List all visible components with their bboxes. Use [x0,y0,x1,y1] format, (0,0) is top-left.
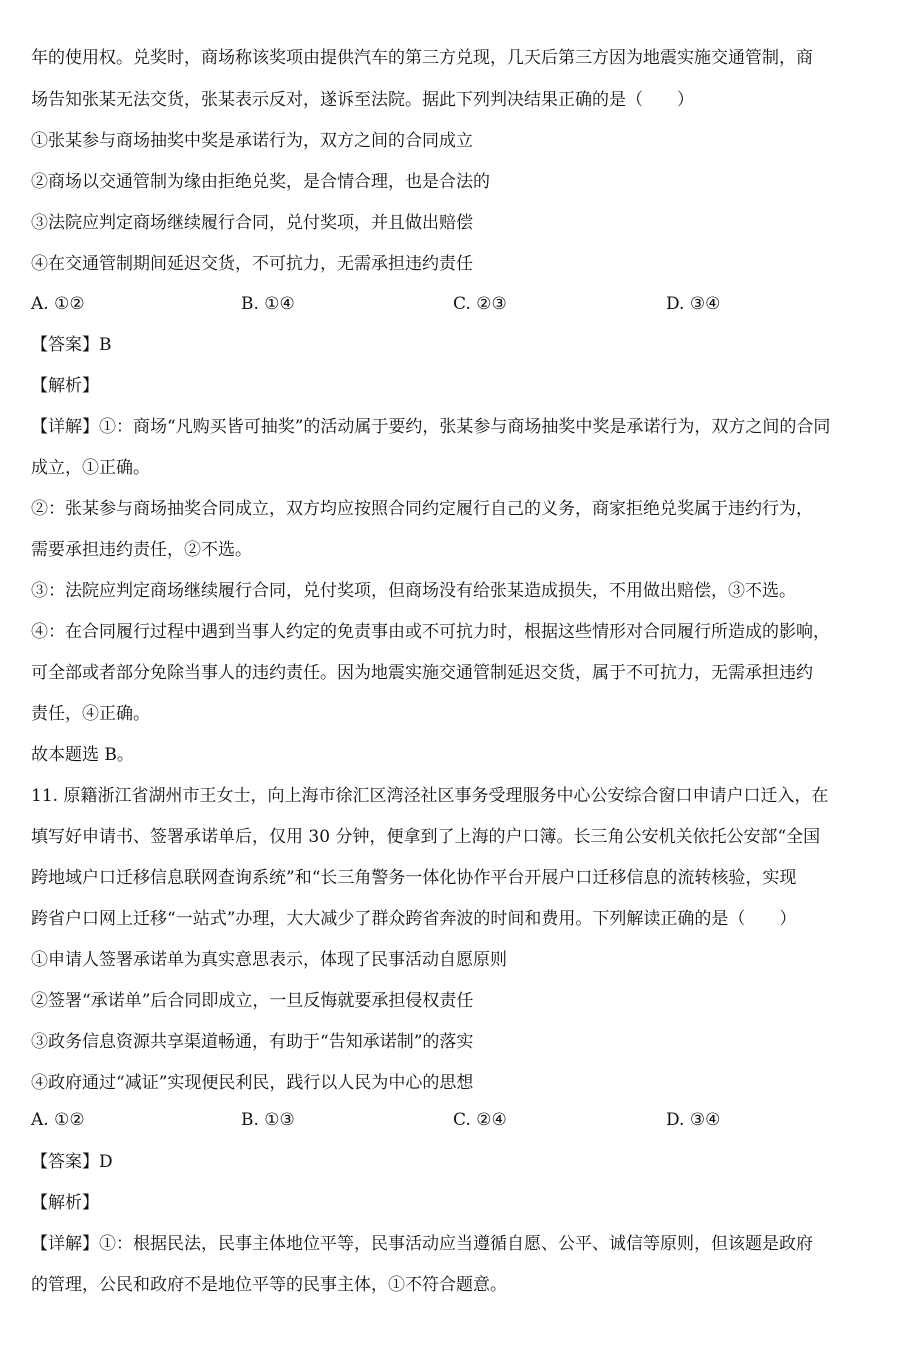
q10-analysis-label: 【解析】 [31,376,99,396]
q10-statement-2: ②商场以交通管制为缘由拒绝兑奖，是合情合理，也是合法的 [31,172,490,192]
q10-stem-line-2: 场告知张某无法交货，张某表示反对，遂诉至法院。据此下列判决结果正确的是（ ） [31,90,694,110]
q11-options [31,1108,881,1132]
q10-detail-line-5: ③：法院应判定商场继续履行合同，兑付奖项，但商场没有给张某造成损失，不用做出赔偿，③不选。 [31,581,796,601]
q10-option-a: A. ①② [31,294,85,314]
q10-option-c: C. ②③ [453,294,507,314]
q11-option-b: B. ①③ [241,1110,295,1130]
q10-detail-line-8: 责任，④正确。 [31,704,150,724]
q11-statement-2: ②签署“承诺单”后合同即成立，一旦反悔就要承担侵权责任 [31,991,474,1011]
q10-option-b: B. ①④ [241,294,295,314]
q11-stem-line-2: 填写好申请书、签署承诺单后，仅用 30 分钟，便拿到了上海的户口簿。长三角公安机关依托公安部“全国 [31,827,821,847]
q10-detail-line-3: ②：张某参与商场抽奖合同成立，双方均应按照合同约定履行自己的义务，商家拒绝兑奖属于违约行为， [31,499,813,519]
q10-statement-3: ③法院应判定商场继续履行合同，兑付奖项，并且做出赔偿 [31,213,473,233]
q11-option-a: A. ①② [31,1110,85,1130]
q10-option-d: D. ③④ [666,294,721,314]
q11-option-d: D. ③④ [666,1110,721,1130]
q10-detail-line-1: 【详解】①：商场“凡购买皆可抽奖”的活动属于要约，张某参与商场抽奖中奖是承诺行为，双方之间的合同 [31,417,831,437]
q11-stem-line-1: 11. 原籍浙江省湖州市王女士，向上海市徐汇区湾泾社区事务受理服务中心公安综合窗口申请户口迁入，在 [31,786,829,806]
q10-statement-4: ④在交通管制期间延迟交货，不可抗力，无需承担违约责任 [31,254,473,274]
q11-option-c: C. ②④ [453,1110,507,1130]
q10-options [31,292,881,316]
q11-detail-line-1: 【详解】①：根据民法，民事主体地位平等，民事活动应当遵循自愿、公平、诚信等原则，但该题是政府 [31,1234,813,1254]
q11-answer: 【答案】D [31,1152,113,1172]
q11-stem-line-4: 跨省户口网上迁移“一站式”办理，大大减少了群众跨省奔波的时间和费用。下列解读正确的是（ ） [31,909,797,929]
q10-detail-line-6: ④：在合同履行过程中遇到当事人约定的免责事由或不可抗力时，根据这些情形对合同履行所造成的影响， [31,622,830,642]
q10-answer: 【答案】B [31,335,112,355]
q10-detail-line-2: 成立，①正确。 [31,458,150,478]
q10-stem-line-1: 年的使用权。兑奖时，商场称该奖项由提供汽车的第三方兑现，几天后第三方因为地震实施交通管制，商 [31,48,813,68]
q11-statement-1: ①申请人签署承诺单为真实意思表示，体现了民事活动自愿原则 [31,950,507,970]
q10-conclusion: 故本题选 B。 [31,745,134,765]
q10-statement-1: ①张某参与商场抽奖中奖是承诺行为，双方之间的合同成立 [31,131,473,151]
q11-statement-3: ③政务信息资源共享渠道畅通，有助于“告知承诺制”的落实 [31,1032,474,1052]
q11-detail-line-2: 的管理，公民和政府不是地位平等的民事主体，①不符合题意。 [31,1275,507,1295]
q10-detail-line-4: 需要承担违约责任，②不选。 [31,540,252,560]
q11-analysis-label: 【解析】 [31,1193,99,1213]
q10-detail-line-7: 可全部或者部分免除当事人的违约责任。因为地震实施交通管制延迟交货，属于不可抗力，无需承担违约 [31,663,813,683]
q11-stem-line-3: 跨地域户口迁移信息联网查询系统”和“长三角警务一体化协作平台开展户口迁移信息的流转核验，实现 [31,868,797,888]
q11-statement-4: ④政府通过“减证”实现便民利民，践行以人民为中心的思想 [31,1073,474,1093]
